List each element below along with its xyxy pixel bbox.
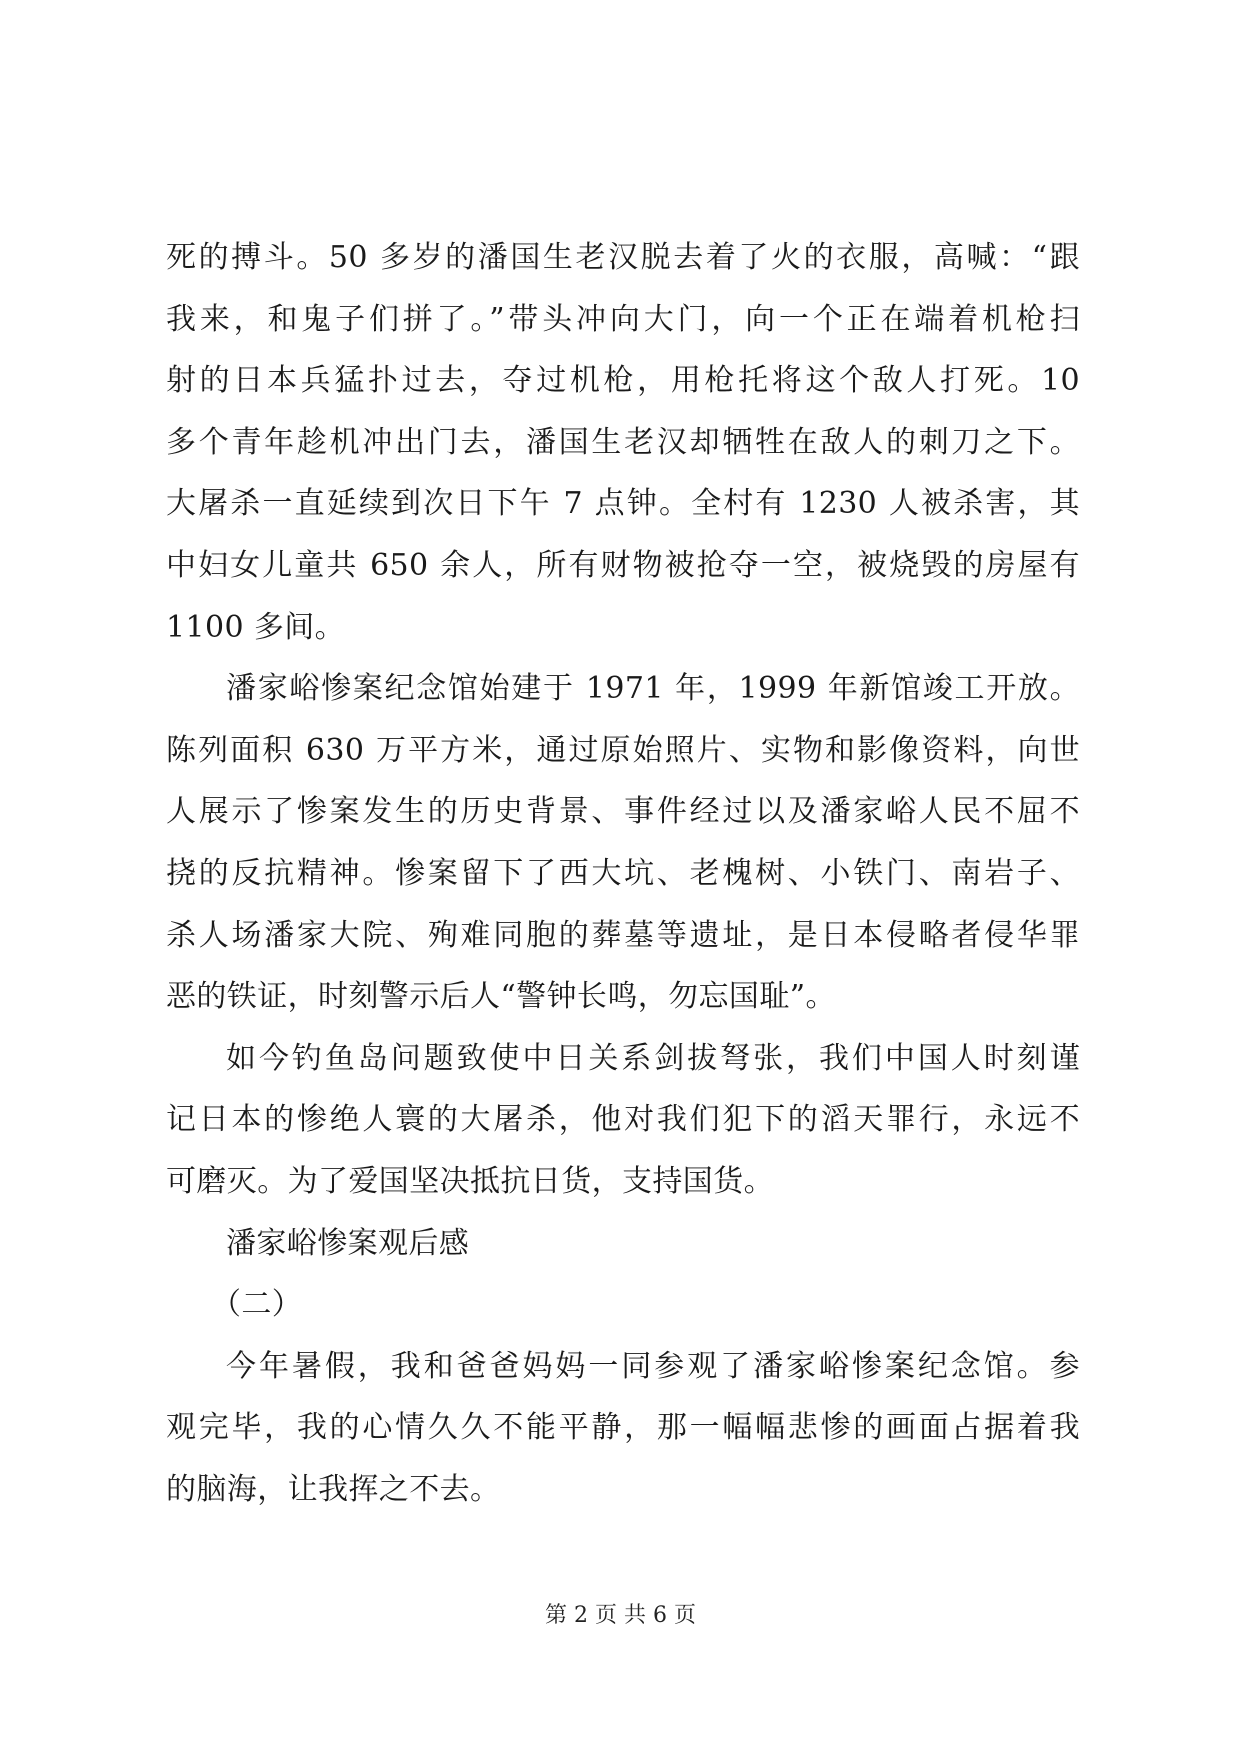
text-line: 我来，和鬼子们拼了。”带头冲向大门，向一个正在端着机枪扫 — [166, 301, 1080, 337]
text-line: 多个青年趁机冲出门去，潘国生老汉却牺牲在敌人的刺刀之下。 — [166, 424, 1080, 460]
text-line: 的脑海，让我挥之不去。 — [166, 1471, 501, 1507]
text-line: 杀人场潘家大院、殉难同胞的葬墓等遗址，是日本侵略者侵华罪 — [166, 917, 1080, 953]
text-line: 记日本的惨绝人寰的大屠杀，他对我们犯下的滔天罪行，永远不 — [166, 1102, 1080, 1138]
text-line: 1100 多间。 — [166, 609, 346, 645]
text-line: 人展示了惨案发生的历史背景、事件经过以及潘家峪人民不屈不 — [166, 794, 1080, 830]
text-line: 今年暑假，我和爸爸妈妈一同参观了潘家峪惨案纪念馆。参 — [226, 1348, 1080, 1384]
text-line: 陈列面积 630 万平方米，通过原始照片、实物和影像资料，向世 — [166, 732, 1080, 768]
text-line: 恶的铁证，时刻警示后人“警钟长鸣，勿忘国耻”。 — [166, 979, 836, 1015]
text-line: 潘家峪惨案观后感 — [226, 1225, 470, 1261]
text-line: 挠的反抗精神。惨案留下了西大坑、老槐树、小铁门、南岩子、 — [166, 855, 1080, 891]
text-line: 射的日本兵猛扑过去，夺过机枪，用枪托将这个敌人打死。10 — [166, 363, 1080, 399]
text-line: 大屠杀一直延续到次日下午 7 点钟。全村有 1230 人被杀害，其 — [166, 486, 1080, 522]
text-line: 潘家峪惨案纪念馆始建于 1971 年，1999 年新馆竣工开放。 — [226, 671, 1080, 707]
text-line: （二） — [211, 1287, 303, 1323]
text-line: 如今钓鱼岛问题致使中日关系剑拔弩张，我们中国人时刻谨 — [226, 1040, 1080, 1076]
page-footer: 第 2 页 共 6 页 — [545, 1603, 696, 1628]
body-text — [166, 227, 1080, 1520]
text-line: 可磨灭。为了爱国坚决抵抗日货，支持国货。 — [166, 1163, 774, 1199]
text-line: 中妇女儿童共 650 余人，所有财物被抢夺一空，被烧毁的房屋有 — [166, 547, 1080, 583]
text-line: 观完毕，我的心情久久不能平静，那一幅幅悲惨的画面占据着我 — [166, 1410, 1080, 1446]
text-line: 死的搏斗。50 多岁的潘国生老汉脱去着了火的衣服，高喊：“跟 — [166, 240, 1080, 275]
